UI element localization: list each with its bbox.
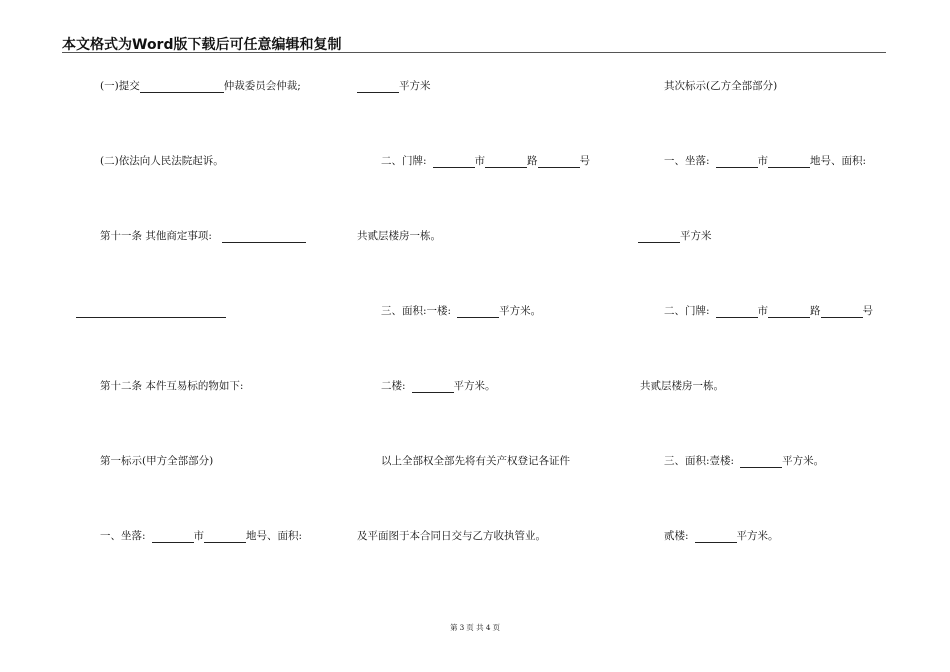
text-column-3: [638, 0, 898, 672]
text-line: [357, 79, 431, 93]
line-text: 三、面积:一楼:: [381, 305, 452, 317]
text-line: [664, 529, 779, 543]
text-column-2: [357, 0, 627, 672]
line-text: (二)依法向人民法院起诉。: [100, 155, 224, 167]
text-line: [640, 379, 724, 393]
fill-blank[interactable]: [821, 306, 863, 318]
fill-blank[interactable]: [768, 306, 810, 318]
line-text: 以上全部权全部先将有关产权登记各证件: [381, 455, 570, 467]
text-line: [100, 229, 306, 243]
text-line: [100, 79, 301, 93]
line-text: 共贰层楼房一栋。: [357, 230, 441, 242]
line-text: 路: [527, 155, 538, 167]
fill-blank[interactable]: [433, 156, 475, 168]
line-text: 贰楼:: [664, 530, 689, 542]
line-text: 平方米。: [736, 530, 779, 542]
fill-blank[interactable]: [457, 306, 499, 318]
fill-blank[interactable]: [357, 81, 399, 93]
fill-blank[interactable]: [716, 156, 758, 168]
line-text: 其次标示(乙方全部部分): [664, 80, 778, 92]
line-text: 地号、面积:: [246, 530, 303, 542]
line-text: (一)提交: [100, 80, 140, 92]
text-line: [381, 154, 590, 168]
text-line: [664, 79, 777, 93]
text-line: [100, 529, 302, 543]
page-total: 4: [485, 623, 491, 632]
footer-text: 第: [450, 623, 458, 632]
fill-blank[interactable]: [538, 156, 580, 168]
line-text: 市: [757, 305, 769, 317]
fill-blank[interactable]: [204, 531, 246, 543]
line-text: 仲裁委员会仲裁;: [223, 80, 301, 92]
fill-blank[interactable]: [222, 231, 306, 243]
fill-blank[interactable]: [768, 156, 810, 168]
fill-blank[interactable]: [695, 531, 737, 543]
fill-blank[interactable]: [485, 156, 527, 168]
line-text: 地号、面积:: [810, 155, 867, 167]
line-text: 二楼:: [381, 380, 406, 392]
line-text: 市: [474, 155, 486, 167]
line-text: 平方米: [680, 230, 712, 242]
text-line: [381, 379, 496, 393]
page-footer: [0, 622, 950, 633]
text-line: [664, 154, 866, 168]
line-text: 平方米。: [453, 380, 496, 392]
footer-text: 页: [492, 623, 500, 632]
text-line: [381, 454, 570, 468]
line-text: 第十二条 本件互易标的物如下:: [100, 380, 244, 392]
text-line: [100, 154, 224, 168]
fill-blank[interactable]: [638, 231, 680, 243]
line-text: 市: [193, 530, 205, 542]
text-line: [381, 304, 541, 318]
line-text: 号: [579, 155, 591, 167]
fill-blank[interactable]: [716, 306, 758, 318]
text-line: [638, 229, 712, 243]
line-text: 平方米: [399, 80, 431, 92]
line-text: 三、面积:壹楼:: [664, 455, 735, 467]
line-text: 路: [810, 305, 821, 317]
footer-text: 页 共: [466, 623, 484, 632]
line-text: 市: [757, 155, 769, 167]
line-text: 第十一条 其他商定事项:: [100, 230, 212, 242]
line-text: 第一标示(甲方全部部分): [100, 455, 214, 467]
text-line: [76, 304, 226, 318]
page-number: 3: [459, 623, 465, 632]
line-text: 平方米。: [499, 305, 542, 317]
text-line: [100, 379, 243, 393]
line-text: 及平面图于本合同日交与乙方收执管业。: [357, 530, 546, 542]
line-text: 一、坐落:: [664, 155, 710, 167]
fill-blank[interactable]: [412, 381, 454, 393]
text-line: [357, 229, 441, 243]
text-line: [664, 454, 824, 468]
line-text: 平方米。: [782, 455, 825, 467]
line-text: 二、门牌:: [664, 305, 710, 317]
line-text: 一、坐落:: [100, 530, 146, 542]
line-text: 号: [862, 305, 874, 317]
header-title: 本文格式为Word版下载后可任意编辑和复制: [62, 37, 342, 53]
fill-blank[interactable]: [152, 531, 194, 543]
line-text: 共贰层楼房一栋。: [640, 380, 724, 392]
fill-blank[interactable]: [740, 456, 782, 468]
fill-blank[interactable]: [140, 81, 224, 93]
text-line: [664, 304, 873, 318]
line-text: 二、门牌:: [381, 155, 427, 167]
text-line: [357, 529, 546, 543]
fill-blank[interactable]: [76, 306, 226, 318]
text-line: [100, 454, 213, 468]
text-column-1: [76, 0, 346, 672]
